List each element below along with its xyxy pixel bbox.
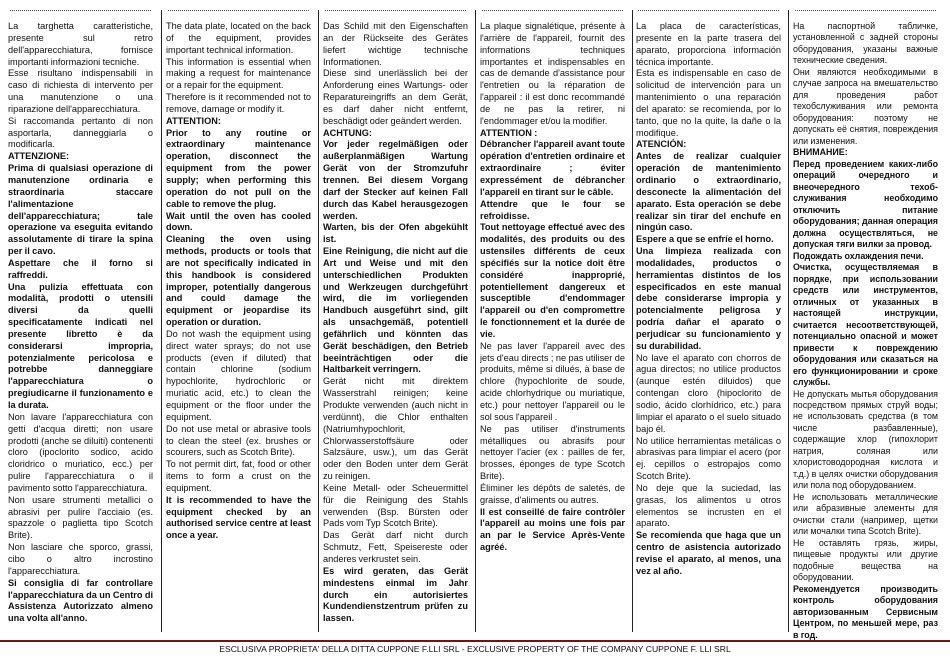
paragraph-it: Prima di qualsiasi operazione di manutenzione ordinaria e straordinaria staccare l'alimentazione dell'apparecchiatura; tale operazione va eseguita evitando assolutamente di tirare la spina per il cavo. [8,163,153,257]
paragraph-ru: На паспортной табличке, установленной с задней стороны оборудования, указаны важные технические сведения. [793,21,938,66]
paragraph-fr: Tout nettoyage effectué avec des modalités, des produits ou des ustensiles différents de ceux spécifiés sur la notice doit être considéré inapproprié, potentiellement dangereux et susceptible d'endommager l'appareil ou d'en compromettre le fonctionnement et la durée de vie. [480,222,625,339]
column-top-rule [325,10,466,11]
paragraph-es: Antes de realizar cualquier operación de mantenimiento ordinario o extraordinario, desconecte la alimentación del aparato. Esta operación se debe realizar sin tirar del enchufe en ningún caso. [636,151,781,233]
paragraph-de: Es wird geraten, das Gerät mindestens einmal im Jahr durch ein autorisiertes Kundendienstzentrum prüfen zu lassen. [323,565,468,624]
column-es [636,10,781,642]
paragraph-fr: Ne pas utiliser d'instruments métalliques ou abrasifs pour nettoyer l'acier (ex : pailles de fer, brosses, éponges de type Scotch Brite). [480,423,625,482]
paragraph-ru: Не допускать мытья оборудования посредством прямых струй воды; не использовать средства (в том числе разбавленные), содержащие хлор (гипохлорит натрия, соляная или хлористоводородная кислота и т.д.) в целях очистки оборудования или пола под оборудованием. [793,388,938,491]
paragraph-de: Eine Reinigung, die nicht auf die Art und Weise und mit den unterschiedlichen Produkten und Werkzeugen durchgeführt wird, die im vorliegenden Handbuch ausgeführt sind, gilt als unsachgemäß, potentiell gefährlich und könnten das Gerät beschädigen, den Betrieb beeinträchtigen oder die Haltbarkeit verringern. [323,246,468,375]
paragraph-ru: Очистка, осуществляемая в порядке, при использовании средств или инструментов, отличных от указанных в настоящей инструкции, считается несоответствующей, потенциально опасной и может привести к повреждению оборудования или сказаться на его функционировании и сроке службы. [793,262,938,388]
paragraph-en: Cleaning the oven using methods, products or tools that are not specifically indicated in this handbook is considered improper, potentially dangerous and could damage the equipment or jeopardise its operation or duration. [166,234,311,328]
paragraph-en: Do not use metal or abrasive tools to clean the steel (ex. brushes or scourers, such as Scotch Brite). [166,423,311,458]
paragraph-en: This information is essential when making a request for maintenance or a repair for the equipment. [166,56,311,91]
column-separator [161,10,162,632]
column-ru [793,10,938,642]
paragraph-it: Aspettare che il forno si raffreddi. [8,257,153,280]
paragraph-ru: Рекомендуется производить контроль оборудования авторизованным Сервисным Центром, по меньшей мере, раз в год. [793,583,938,640]
paragraph-en: To not permit dirt, fat, food or other items to form a crust on the equipment. [166,459,311,493]
paragraph-en: Prior to any routine or extraordinary maintenance operation, disconnect the equipment from the power supply; when performing this operation do not pull on the cable to remove the plug. [166,127,311,209]
footer-text: ESCLUSIVA PROPRIETA' DELLA DITTA CUPPONE F.LLI SRL - EXCLUSIVE PROPERTY OF THE COMPANY CUPPONE F. LLI SRL [219,644,731,654]
paragraph-ru: Не использовать металлические или абразивные элементы для очистки стали (например, щетки или мочалки типа Scotch Brite). [793,491,938,537]
paragraph-de: Diese sind unerlässlich bei der Anforderung eines Wartungs- oder Reparatureingriffs an dem Gerät, es darf daher nicht entfernt, beschädigt oder geändert werden. [323,68,468,126]
column-top-rule [795,10,936,11]
paragraph-es: No deje que la suciedad, las grasas, los alimentos u otros elementos se incrusten en el aparato. [636,482,781,529]
paragraph-it: Una pulizia effettuata con modalità, prodotti o utensili diversi da quelli specificatamente indicati nel presente libretto è da considerarsi impropria, potenzialmente pericolosa e potrebbe danneggiare l'apparecchiatura o pregiudicarne il funzionamento e la durata. [8,281,153,410]
paragraph-en: Do not wash the equipment using direct water sprays; do not use products (even if diluted) that contain chlorine (sodium hypochlorite, hydrochloric or muriatic acid, etc.) to clean the equipment or the floor under the equipment. [166,328,311,422]
column-separator [788,10,789,632]
paragraph-es: La placa de características, presente en la parte trasera del aparato, proporciona información técnica importante. [636,21,781,67]
paragraph-ru: Они являются необходимыми в случае запроса на вмешательство для проведения работ техобслуживания или ремонта оборудования: поэтому не допускать её снятия, повреждения или изменения. [793,66,938,146]
paragraph-de: Warten, bis der Ofen abgekühlt ist. [323,222,468,245]
paragraph-it: Non usare strumenti metallici o abrasivi per pulire l'acciaio (es. spazzole o paglietta tipo Scotch Brite). [8,494,153,541]
column-en [166,10,311,642]
paragraph-de: Das Gerät darf nicht durch Schmutz, Fett, Speisereste oder anderes verkrustet sein. [323,530,468,564]
paragraph-en: It is recommended to have the equipment checked by an authorised service centre at least once a year. [166,494,311,541]
paragraph-en: Therefore is it recommended not to remove, damage or modify it. [166,92,311,114]
column-de [323,10,468,642]
paragraph-es: Esta es indispensable en caso de solicitud de intervención para un mantenimiento o una reparación del aparato: se recomienda, por lo tanto, que no la quite, la dañe o la modifique. [636,68,781,138]
paragraph-de: ACHTUNG: [323,127,372,138]
paragraph-it: Si raccomanda pertanto di non asportarla, danneggiarla o modificarla. [8,115,153,150]
paragraph-de: Vor jeder regelmäßigen oder außerplanmäßigen Wartung Gerät von der Stromzufuhr trennen. Bei diesem Vorgang darf der Stecker auf keinen Fall durch das Kabel herausgezogen werden. [323,139,468,221]
paragraph-de: Das Schild mit den Eigenschaften an der Rückseite des Gerätes liefert wichtige technische Informationen. [323,21,468,67]
column-top-rule [482,10,623,11]
paragraph-en: The data plate, located on the back of the equipment, provides important technical information. [166,21,311,55]
column-top-rule [10,10,151,11]
paragraph-es: Se recomienda que haga que un centro de asistencia autorizado revise el aparato, al menos, una vez al año. [636,530,781,576]
paragraph-fr: Débrancher l'appareil avant toute opération d'entretien ordinaire et extraordinaire ; éviter expressément de débrancher l'appareil en tirant sur le câble. [480,139,625,197]
paragraph-de: Keine Metall- oder Scheuermittel für die Reinigung des Stahls verwenden (Bsp. Bürsten oder Pads vom Typ Scotch Brite). [323,482,468,529]
paragraph-it: La targhetta caratteristiche, presente sul retro dell'apparecchiatura, fornisce importanti informazioni tecniche. [8,21,153,67]
paragraph-it: ATTENZIONE: [8,151,70,162]
column-top-rule [168,10,309,11]
paragraph-es: No lave el aparato con chorros de agua directos; no utilice productos (aunque estén diluidos) que contengan cloro (hipoclorito de sodio, ácido clorhídrico, etc.) para limpiar el aparato o el suelo situado bajo él. [636,352,781,434]
paragraph-fr: Ne pas laver l'appareil avec des jets d'eau directs ; ne pas utiliser de produits, même si dilués, à base de chlore (hypochlorite de soude, acide chlorhydrique ou muriatique, etc.) pour nettoyer l'appareil ou le sol sous l'appareil . [480,340,625,422]
paragraph-it: Si consiglia di far controllare l'apparecchiatura da un Centro di Assistenza Autorizzato almeno una volta all'anno. [8,577,153,624]
footer-rule [0,640,950,642]
paragraph-es: No utilice herramientas metálicas o abrasivas para limpiar el acero (por ej. cepillos o estropajos como Scotch Brite). [636,435,781,482]
paragraph-it: Non lavare l'apparecchiatura con getti d'acqua diretti; non usare prodotti (anche se diluiti) contenenti cloro (ipoclorito sodico, acido cloridrico o muriatico, ecc.) per pulire l'apparecchiatura o il pavimento sotto l'apparecchiatura. [8,411,153,493]
paragraph-it: Non lasciare che sporco, grassi, cibo o altro incrostino l'apparecchiatura. [8,542,153,576]
column-separator [475,10,476,632]
paragraph-fr: ATTENTION : [480,127,538,138]
paragraph-es: Una limpieza realizada con modalidades, productos o herramientas distintos de los especificados en este manual debe considerarse impropia y potencialmente peligrosa y podría dañar el aparato o perjudicar su funcionamiento y su durabilidad. [636,246,781,351]
column-fr [480,10,625,642]
paragraph-fr: La plaque signalétique, présente à l'arrière de l'appareil, fournit des informations techniques importantes et indispensables en cas de demande d'assistance pour l'entretien ou la réparation de l'appareil : il est donc recommandé de ne pas la retirer, ni l'endommager et/ou la modifier. [480,21,625,126]
paragraph-fr: Il est conseillé de faire contrôler l'appareil au moins une fois par an par le Service Après-Vente agréé. [480,506,625,553]
paragraph-es: ATENCIÓN: [636,139,687,150]
column-separator [632,10,633,632]
column-top-rule [638,10,779,11]
paragraph-ru: Подождать охлаждения печи. [793,250,924,261]
paragraph-fr: Attendre que le four se refroidisse. [480,198,625,221]
paragraph-fr: Éliminer les dépôts de saletés, de graisse, d'aliments ou autres. [480,482,625,505]
column-it [8,10,153,642]
paragraph-ru: Перед проведением каких-либо операций очередного и внеочередного техоб-служивания необходимо отключить питание оборудования; данная операция должна осуществляться, не допуская тяги вилки за провод. [793,158,938,250]
paragraph-de: Gerät nicht mit direktem Wasserstrahl reinigen; keine Produkte verwenden (auch nicht in verdünnt), die Chlor enthalten (Natriumhypochlorit, Chlorwasserstoffsäure oder Salzsäure, usw.), um das Gerät oder den Boden unter dem Gerät zu reinigen. [323,376,468,482]
paragraph-ru: Не оставлять грязь, жиры, пищевые продукты или другие подобные вещества на оборудовании. [793,537,938,583]
paragraph-es: Espere a que se enfríe el horno. [636,234,774,245]
paragraph-it: Esse risultano indispensabili in caso di richiesta di intervento per una manutenzione o una riparazione dell'apparecchiatura. [8,68,153,114]
column-separator [318,10,319,632]
paragraph-ru: ВНИМАНИЕ: [793,147,848,158]
paragraph-en: Wait until the oven has cooled down. [166,210,311,233]
paragraph-en: ATTENTION: [166,115,221,126]
